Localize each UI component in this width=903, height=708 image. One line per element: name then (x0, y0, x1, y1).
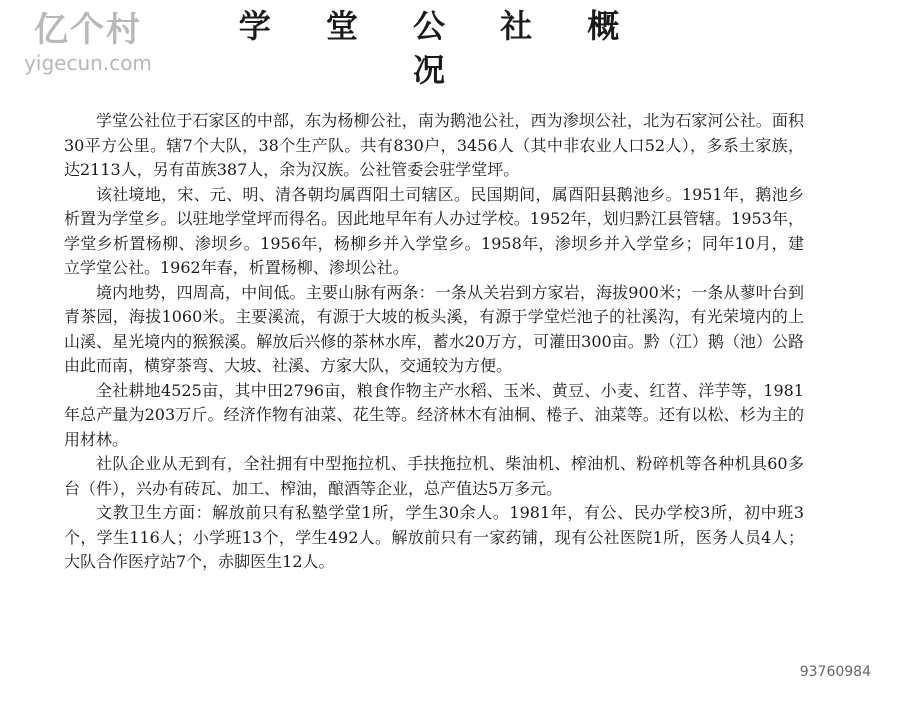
paragraph-overview: 学堂公社位于石家区的中部，东为杨柳公社，南为鹅池公社，西为渗坝公社，北为石家河公社。面积30平方公里。辖7个大队，38个生产队。共有830户，3456人（其中非农业人口52人），多系土家族，达2113人，另有苗族387人，余为汉族。公社管委会驻学堂坪。 (64, 111, 804, 179)
watermark-chinese: 亿个村 (34, 10, 142, 50)
page-title: 学 堂 公 社 概 况 (238, 7, 642, 89)
paragraph-history: 该社境地，宋、元、明、清各朝均属酉阳土司辖区。民国期间，属酉阳县鹅池乡。1951年，鹅池乡析置为学堂乡。以驻地学堂坪而得名。因此地早年有人办过学校。1952年，划归黔江县管辖。1953年，学堂乡析置杨柳、渗坝乡。1956年，杨柳乡并入学堂乡。1958年，渗坝乡并入学堂乡；同年10月，建立学堂公社。1962年春，析置杨柳、渗坝公社。 (64, 184, 804, 277)
paragraph-enterprise: 社队企业从无到有，全社拥有中型拖拉机、手扶拖拉机、柴油机、榨油机、粉碎机等各种机具60多台（件），兴办有砖瓦、加工、榨油，酿酒等企业，总产值达5万多元。 (64, 454, 804, 498)
watermark-logo (18, 10, 158, 74)
document-body (64, 109, 804, 575)
paragraph-agriculture: 全社耕地4525亩，其中田2796亩，粮食作物主产水稻、玉米、黄豆、小麦、红苕、洋芋等，1981年总产量为203万斤。经济作物有油菜、花生等。经济林木有油桐、棬子、油菜等。还有以松、杉为主的用材林。 (64, 380, 804, 449)
document-id: 93760984 (799, 664, 871, 680)
watermark-domain: yigecun.com (24, 51, 152, 75)
paragraph-terrain: 境内地势，四周高，中间低。主要山脉有两条：一条从关岩到方家岩，海拔900米；一条从蓼叶台到青茶园，海拔1060米。主要溪流，有源于大坡的板头溪，有源于学堂烂池子的社溪沟，有光荣境内的上山溪、星光境内的猴猴溪。解放后兴修的茶林水库，蓄水20万方，可灌田300亩。黔（江）鹅（池）公路由此而南，横穿茶弯、大坡、社溪、方家大队，交通较为方便。 (64, 282, 804, 375)
paragraph-education-health: 文教卫生方面：解放前只有私塾学堂1所，学生30余人。1981年，有公、民办学校3所，初中班3个，学生116人；小学班13个，学生492人。解放前只有一家药铺，现有公社医院1所，医务人员4人；大队合作医疗站7个，赤脚医生12人。 (64, 503, 804, 571)
